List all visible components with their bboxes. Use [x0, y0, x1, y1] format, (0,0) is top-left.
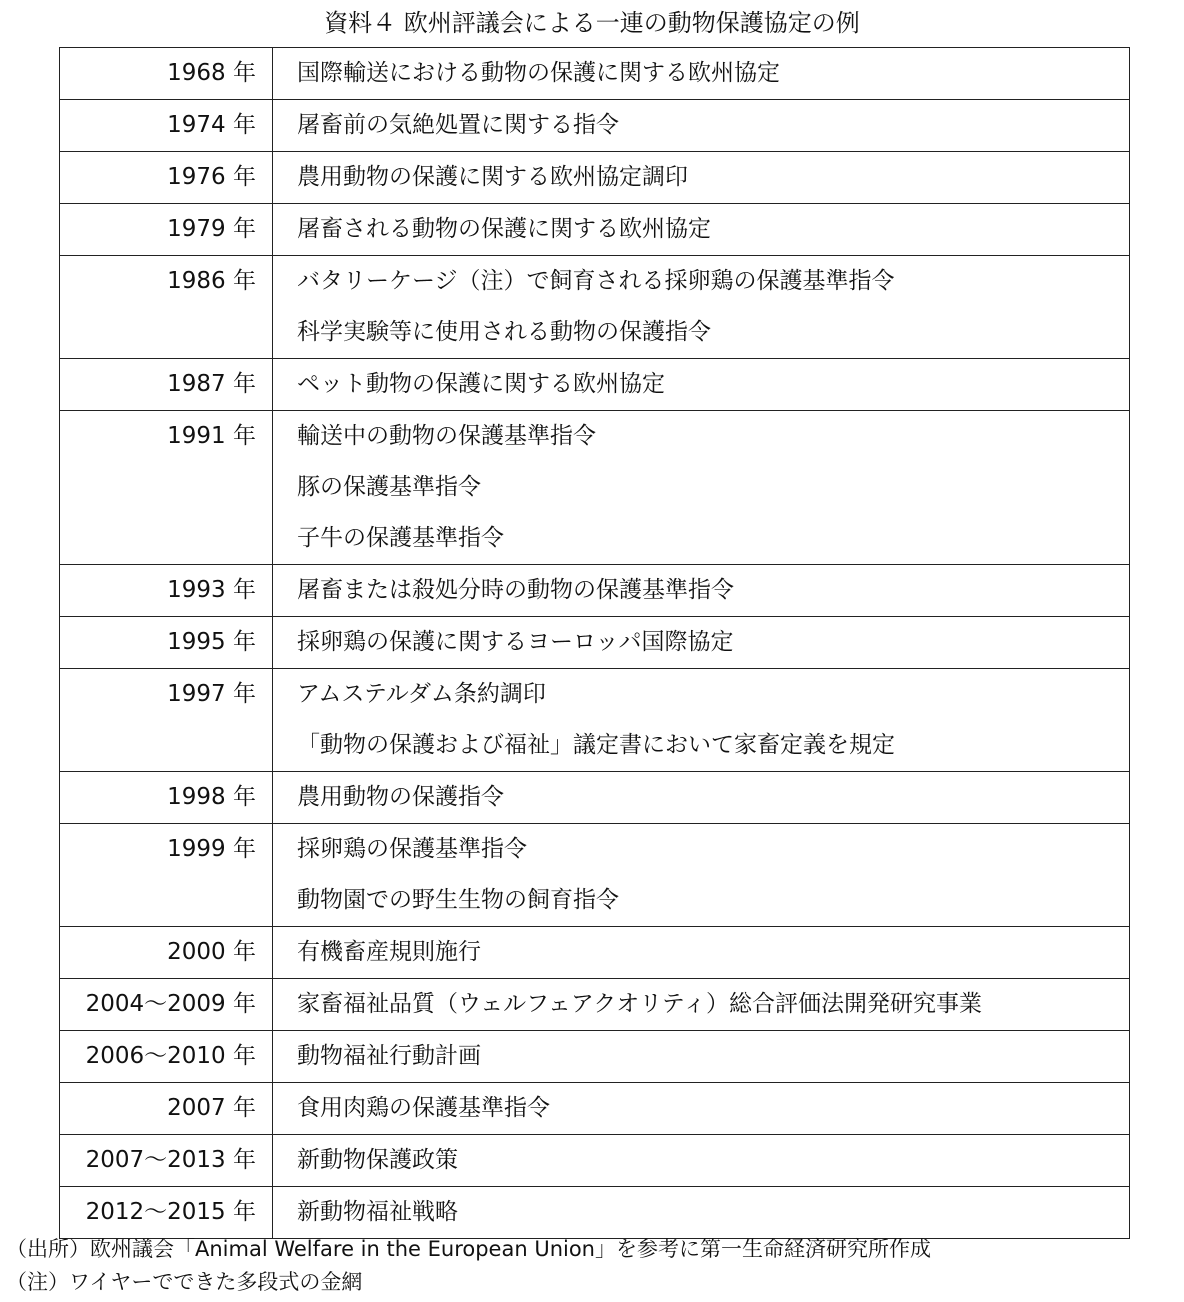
- table-row: [60, 1031, 1130, 1083]
- event-item: 有機畜産規則施行: [297, 939, 481, 965]
- year-cell: [60, 617, 273, 669]
- event-item: 新動物保護政策: [297, 1147, 458, 1173]
- year-cell: [60, 359, 273, 411]
- document-title: 資料４ 欧州評議会による一連の動物保護協定の例: [324, 9, 860, 37]
- table-row: [60, 48, 1130, 100]
- events-cell: [273, 1031, 1130, 1083]
- year-label: 1995 年: [167, 629, 256, 655]
- event-item: 屠畜前の気絶処置に関する指令: [297, 112, 619, 138]
- event-item: 新動物福祉戦略: [297, 1199, 458, 1225]
- year-label: 2012～2015 年: [85, 1199, 256, 1225]
- year-cell: [60, 824, 273, 927]
- table-row: [60, 100, 1130, 152]
- event-item: 科学実験等に使用される動物の保護指令: [297, 319, 711, 345]
- event-item: 家畜福祉品質（ウェルフェアクオリティ）総合評価法開発研究事業: [297, 991, 982, 1017]
- event-item: 採卵鶏の保護基準指令: [297, 836, 527, 862]
- year-label: 1999 年: [167, 836, 256, 862]
- timeline-table: [59, 47, 1130, 1239]
- event-item: 農用動物の保護指令: [297, 784, 504, 810]
- year-label: 1997 年: [167, 681, 256, 707]
- year-cell: [60, 669, 273, 772]
- events-cell: [273, 927, 1130, 979]
- year-cell: [60, 927, 273, 979]
- timeline-body: [60, 48, 1130, 1239]
- year-cell: [60, 48, 273, 100]
- event-item: 食用肉鶏の保護基準指令: [297, 1095, 550, 1121]
- year-cell: [60, 411, 273, 565]
- events-cell: [273, 411, 1130, 565]
- year-label: 1986 年: [167, 268, 256, 294]
- year-cell: [60, 1031, 273, 1083]
- year-label: 2007～2013 年: [85, 1147, 256, 1173]
- year-cell: [60, 204, 273, 256]
- events-cell: [273, 204, 1130, 256]
- year-label: 1993 年: [167, 577, 256, 603]
- year-cell: [60, 565, 273, 617]
- year-cell: [60, 256, 273, 359]
- events-cell: [273, 669, 1130, 772]
- year-label: 1998 年: [167, 784, 256, 810]
- table-row: [60, 152, 1130, 204]
- events-cell: [273, 979, 1130, 1031]
- table-row: [60, 669, 1130, 772]
- event-item: 輸送中の動物の保護基準指令: [297, 423, 596, 449]
- events-cell: [273, 1135, 1130, 1187]
- year-cell: [60, 979, 273, 1031]
- year-label: 1991 年: [167, 423, 256, 449]
- year-label: 2004～2009 年: [85, 991, 256, 1017]
- year-cell: [60, 1135, 273, 1187]
- table-row: [60, 979, 1130, 1031]
- table-row: [60, 1135, 1130, 1187]
- event-item: 子牛の保護基準指令: [297, 525, 504, 551]
- events-cell: [273, 100, 1130, 152]
- year-label: 1987 年: [167, 371, 256, 397]
- year-label: 2000 年: [167, 939, 256, 965]
- table-row: [60, 565, 1130, 617]
- table-row: [60, 1187, 1130, 1239]
- year-label: 1974 年: [167, 112, 256, 138]
- table-row: [60, 256, 1130, 359]
- events-cell: [273, 152, 1130, 204]
- notes: [6, 1233, 931, 1299]
- table-row: [60, 824, 1130, 927]
- event-item: 「動物の保護および福祉」議定書において家畜定義を規定: [297, 732, 895, 758]
- table-row: [60, 204, 1130, 256]
- events-cell: [273, 565, 1130, 617]
- event-item: 動物福祉行動計画: [297, 1043, 481, 1069]
- table-row: [60, 411, 1130, 565]
- event-item: 動物園での野生生物の飼育指令: [297, 887, 619, 913]
- year-cell: [60, 1083, 273, 1135]
- table-row: [60, 772, 1130, 824]
- events-cell: [273, 1187, 1130, 1239]
- event-item: アムステルダム条約調印: [297, 681, 546, 707]
- events-cell: [273, 48, 1130, 100]
- event-item: 国際輸送における動物の保護に関する欧州協定: [297, 60, 780, 86]
- events-cell: [273, 359, 1130, 411]
- events-cell: [273, 772, 1130, 824]
- event-item: 屠畜または殺処分時の動物の保護基準指令: [297, 577, 734, 603]
- table-row: [60, 359, 1130, 411]
- event-item: 農用動物の保護に関する欧州協定調印: [297, 164, 688, 190]
- event-item: 採卵鶏の保護に関するヨーロッパ国際協定: [297, 629, 734, 655]
- events-cell: [273, 1083, 1130, 1135]
- year-label: 1979 年: [167, 216, 256, 242]
- event-item: バタリーケージ（注）で飼育される採卵鶏の保護基準指令: [297, 268, 895, 294]
- year-label: 2007 年: [167, 1095, 256, 1121]
- event-item: ペット動物の保護に関する欧州協定: [297, 371, 665, 397]
- footnote: （注）ワイヤーでできた多段式の金網: [6, 1270, 363, 1294]
- event-item: 屠畜される動物の保護に関する欧州協定: [297, 216, 711, 242]
- events-cell: [273, 617, 1130, 669]
- table-row: [60, 927, 1130, 979]
- table-row: [60, 1083, 1130, 1135]
- table-row: [60, 617, 1130, 669]
- event-item: 豚の保護基準指令: [297, 474, 481, 500]
- year-cell: [60, 152, 273, 204]
- events-cell: [273, 256, 1130, 359]
- year-cell: [60, 1187, 273, 1239]
- year-label: 1968 年: [167, 60, 256, 86]
- year-label: 1976 年: [167, 164, 256, 190]
- events-cell: [273, 824, 1130, 927]
- year-cell: [60, 100, 273, 152]
- year-label: 2006～2010 年: [85, 1043, 256, 1069]
- source-note: （出所）欧州議会「Animal Welfare in the European Union」を参考に第一生命経済研究所作成: [6, 1237, 931, 1261]
- year-cell: [60, 772, 273, 824]
